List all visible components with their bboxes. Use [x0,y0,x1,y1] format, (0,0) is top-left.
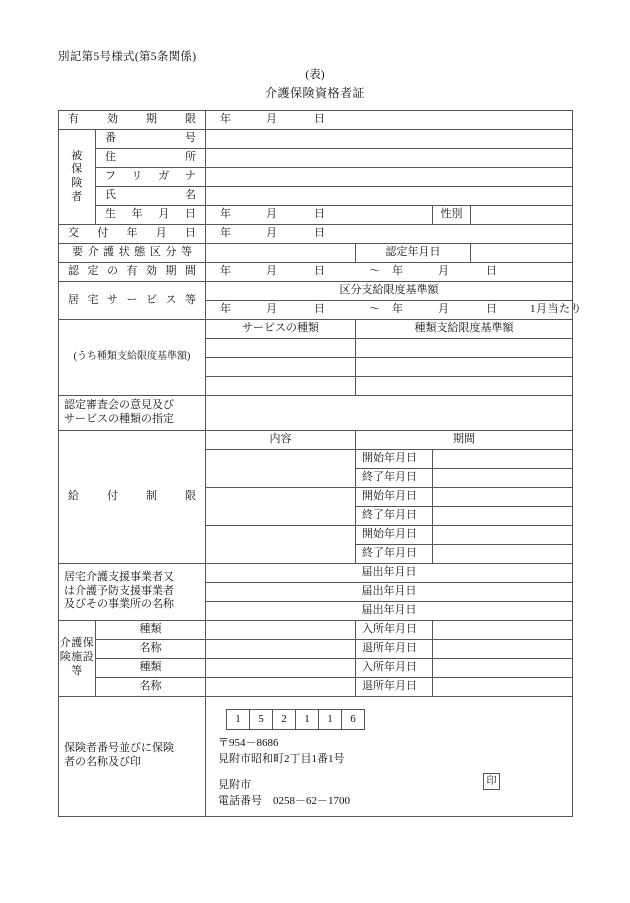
table-row-type-limit-header [59,320,573,339]
year-token: 年 [220,265,232,278]
day-token: 日 [486,265,498,278]
table-row-certification-period [59,263,573,282]
tilde-token: ～ [369,265,381,278]
support-provider-label: 居宅介護支援事業者又 は介護予防支援事業者 及びその事業所の名称 [59,563,206,620]
type-limit-value[interactable] [356,339,573,358]
gender-label: 性別 [433,206,471,225]
discharge-date-label: 退所年月日 [356,639,433,658]
table-row-insured-birthdate [59,206,573,225]
table-row-issue-date [59,225,573,244]
gender-value[interactable] [471,206,573,225]
insured-address-value[interactable] [206,149,573,168]
admission-date-value[interactable] [433,658,573,677]
insured-birthdate-field[interactable] [206,206,433,225]
year-token: 年 [220,208,232,221]
month-token: 月 [266,265,278,278]
validity-label: 有効期限 [59,111,206,130]
insurer-name: 見附市 [218,778,251,791]
day-token: 日 [314,265,326,278]
discharge-date-value[interactable] [433,677,573,696]
facility-name-label: 名称 [96,677,206,696]
insurer-address: 見附市昭和町2丁目1番1号 [218,753,345,765]
end-date-label: 終了年月日 [356,544,433,563]
insured-label: 被 保 険 者 [59,130,96,225]
day-token: 日 [314,208,326,221]
insured-number-label: 番号 [96,130,206,149]
issue-date-label: 交付年月日 [59,225,206,244]
table-row-insured-address [59,149,573,168]
table-row-insured-name [59,187,573,206]
validity-date-field[interactable] [206,111,573,130]
table-row-facility-kind-1 [59,620,573,639]
month-token: 月 [438,265,450,278]
care-level-value[interactable] [206,244,356,263]
end-date-value[interactable] [433,506,573,525]
insurer-details [206,696,573,816]
document-title: 介護保険資格者証 [264,86,365,100]
service-type-value[interactable] [206,339,356,358]
discharge-date-value[interactable] [433,639,573,658]
table-row-insured-furigana [59,168,573,187]
review-opinion-label: 認定審査会の意見及び サービスの種類の指定 [59,396,206,431]
day-token: 日 [314,113,326,126]
insurer-digit: 1 [226,709,249,730]
seal-stamp-icon: 印 [483,773,500,790]
month-token: 月 [266,113,278,126]
facility-kind-value[interactable] [206,658,356,677]
side-marker: (表) [305,69,325,81]
service-type-value[interactable] [206,358,356,377]
start-date-value[interactable] [433,487,573,506]
day-token: 日 [314,303,326,316]
form-number: 別記第5号様式(第5条関係) [58,51,197,63]
facility-kind-value[interactable] [206,620,356,639]
table-row-insured-number [59,130,573,149]
type-limit-value[interactable] [356,358,573,377]
month-token: 月 [266,303,278,316]
insured-number-value[interactable] [206,130,573,149]
facility-label: 介護保険施設等 [59,620,96,696]
table-row-home-service-header [59,282,573,301]
year-token: 年 [392,265,404,278]
start-date-value[interactable] [433,525,573,544]
start-date-label: 開始年月日 [356,449,433,468]
benefit-content-value[interactable] [206,525,356,563]
issue-date-field[interactable] [206,225,573,244]
year-token: 年 [392,303,404,316]
admission-date-label: 入所年月日 [356,658,433,677]
insurer-number-boxes [226,709,572,730]
discharge-date-label: 退所年月日 [356,677,433,696]
home-service-period-field[interactable] [206,301,582,320]
month-token: 月 [266,208,278,221]
insurer-digit: 1 [295,709,318,730]
insurer-digit: 2 [272,709,295,730]
table-row-support-provider-1 [59,563,573,582]
end-date-value[interactable] [433,468,573,487]
period-header: 期間 [356,430,573,449]
end-date-label: 終了年月日 [356,468,433,487]
year-token: 年 [220,303,232,316]
per-month-label: 1月当たり [530,303,582,316]
type-limit-label: (うち種類支給限度基準額) [59,320,206,396]
content-header: 内容 [206,430,356,449]
year-token: 年 [220,113,232,126]
benefit-content-value[interactable] [206,487,356,525]
facility-name-label: 名称 [96,639,206,658]
insured-furigana-label: フリガナ [96,168,206,187]
facility-name-value[interactable] [206,639,356,658]
facility-kind-label: 種類 [96,620,206,639]
table-row-review-opinion [59,396,573,431]
type-limit-header: 種類支給限度基準額 [356,320,573,339]
table-row-insurer [59,696,573,816]
insurer-digit: 1 [318,709,341,730]
care-level-label: 要介護状態区分等 [59,244,206,263]
insured-name-value[interactable] [206,187,573,206]
report-date-label[interactable]: 届出年月日 [206,582,573,601]
table-row-facility-name-2 [59,677,573,696]
insured-birthdate-label: 生年月日 [96,206,206,225]
review-opinion-value[interactable] [206,396,573,431]
insurer-digit: 5 [249,709,272,730]
admission-date-value[interactable] [433,620,573,639]
start-date-label: 開始年月日 [356,525,433,544]
certificate-table [58,110,582,817]
insurer-phone: 電話番号 0258－62－1700 [218,795,350,807]
month-token: 月 [266,227,278,240]
table-row-facility-kind-2 [59,658,573,677]
service-type-header: サービスの種類 [206,320,356,339]
insured-name-label: 氏名 [96,187,206,206]
day-token: 日 [486,303,498,316]
benefit-content-value[interactable] [206,449,356,487]
admission-date-label: 入所年月日 [356,620,433,639]
certification-date-value[interactable] [471,244,573,263]
category-limit-label: 区分支給限度基準額 [206,282,573,301]
insured-furigana-value[interactable] [206,168,573,187]
table-row-validity [59,111,573,130]
report-date-label[interactable]: 届出年月日 [206,563,573,582]
day-token: 日 [314,227,326,240]
end-date-value[interactable] [433,544,573,563]
benefit-restriction-label: 給付制限 [59,430,206,563]
spacer [216,768,572,777]
service-type-value[interactable] [206,377,356,396]
home-service-label: 居宅サービス等 [59,282,206,320]
insurer-postal-code: 〒954－8686 [218,736,279,749]
table-row-facility-name-1 [59,639,573,658]
start-date-value[interactable] [433,449,573,468]
facility-kind-label: 種類 [96,658,206,677]
type-limit-value[interactable] [356,377,573,396]
start-date-label: 開始年月日 [356,487,433,506]
end-date-label: 終了年月日 [356,506,433,525]
table-row-benefit-header [59,430,573,449]
certification-date-label: 認定年月日 [356,244,471,263]
report-date-label[interactable]: 届出年月日 [206,601,573,620]
tilde-token: ～ [369,303,381,316]
year-token: 年 [220,227,232,240]
facility-name-value[interactable] [206,677,356,696]
month-token: 月 [438,303,450,316]
certification-period-label: 認定の有効期間 [59,263,206,282]
insurer-digit: 6 [341,709,365,730]
insurer-label: 保険者番号並びに保険 者の名称及び印 [59,696,206,816]
table-row-care-level [59,244,573,263]
insured-address-label: 住所 [96,149,206,168]
certification-period-field[interactable] [206,263,573,282]
